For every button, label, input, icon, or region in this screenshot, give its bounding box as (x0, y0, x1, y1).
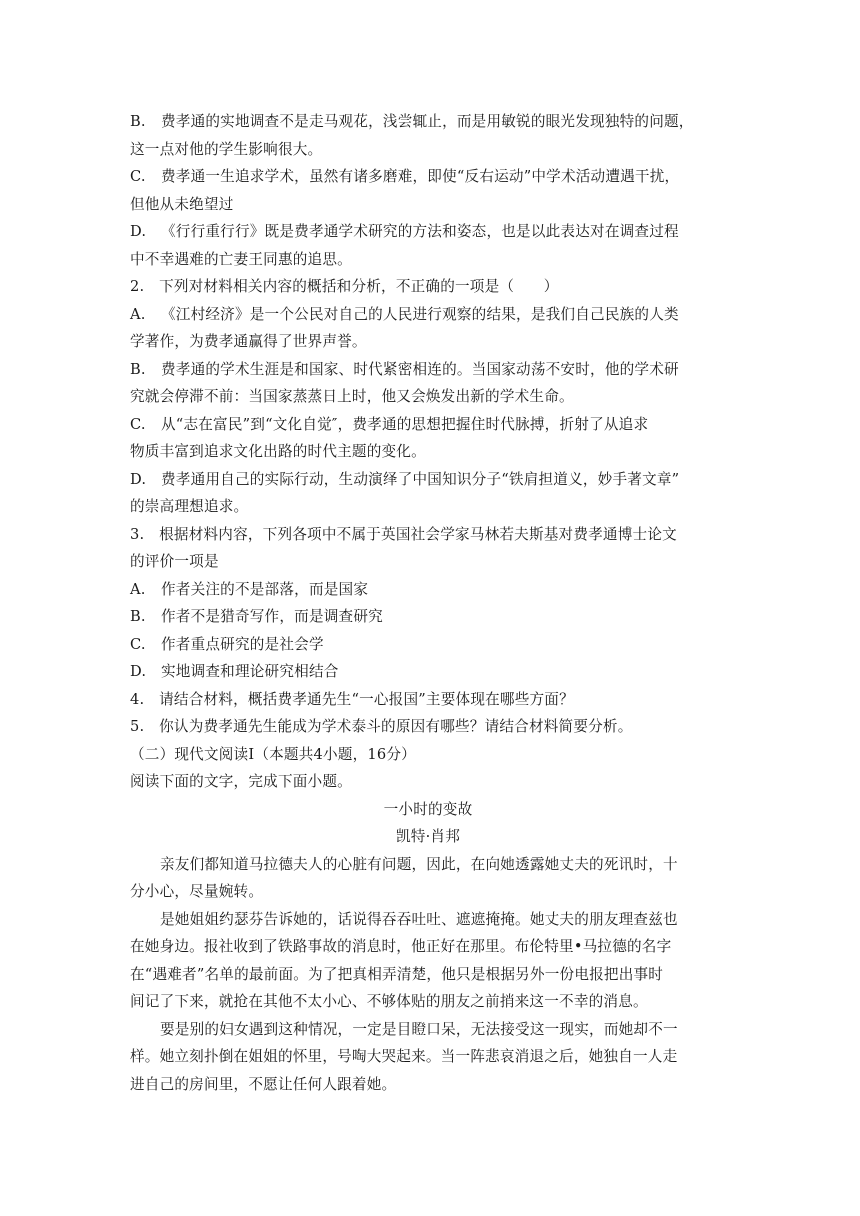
section-heading: （二）现代文阅读Ⅰ（本题共4小题，16分） (130, 745, 416, 763)
option-tag: C. (130, 635, 146, 653)
q2-option-c (130, 411, 730, 466)
paragraph-line: 样。她立刻扑倒在姐姐的怀里，号啕大哭起来。当一阵悲哀消退之后，她独自一人走 (130, 1048, 678, 1065)
option-text: 《行行重行行》既是费孝通学术研究的方法和姿态，也是以此表达对在调查过程 (161, 223, 679, 240)
option-text: 《江村经济》是一个公民对自己的人民进行观察的结果，是我们自己民族的人类 (161, 305, 679, 323)
story-paragraph (130, 851, 730, 906)
story-author: 凯特·肖邦 (395, 828, 460, 845)
option-tag: B. (130, 608, 146, 625)
paragraph-line: 在“遇难者”名单的最前面。为了把真相弄清楚，他只是根据另外一份电报把出事时 (130, 965, 664, 983)
q1-options (130, 108, 730, 273)
paragraph-line: 间记了下来，就抢在其他不太小心、不够体贴的朋友之前捎来这一不幸的消息。 (130, 993, 648, 1010)
option-tag: B. (130, 113, 146, 130)
paragraph-line: 要是别的妇女遇到这种情况，一定是目瞪口呆，无法接受这一现实，而她却不一 (160, 1020, 678, 1038)
option-text-cont: 物质丰富到追求文化出路的时代主题的变化。 (130, 443, 426, 460)
option-tag: A. (130, 305, 146, 323)
question-5: 5. 你认为费孝通先生能成为学术泰斗的原因有哪些？请结合材料简要分析。 (130, 718, 633, 735)
option-text: 作者关注的不是部落，而是国家 (161, 580, 369, 598)
question-3 (130, 521, 730, 686)
option-tag: D. (130, 223, 147, 240)
question-stem: 3. 根据材料内容，下列各项中不属于英国社会学家马林若夫斯基对费孝通博士论文 (130, 525, 677, 543)
q3-option-b (130, 603, 730, 631)
question-stem: 2. 下列对材料相关内容的概括和分析，不正确的一项是（ ） (130, 278, 559, 295)
question-2 (130, 273, 730, 521)
option-text-cont: 的崇高理想追求。 (130, 498, 249, 515)
q1-option-d (130, 218, 730, 273)
option-text: 费孝通一生追求学术，虽然有诸多磨难，即使“反右运动”中学术活动遭遇干扰， (161, 168, 680, 185)
option-text-cont: 究就会停滞不前：当国家蒸蒸日上时，他又会焕发出新的学术生命。 (130, 388, 574, 405)
option-text: 从“志在富民”到“文化自觉″，费孝通的思想把握住时代脉搏，折射了从追求 (161, 415, 649, 433)
option-text: 费孝通用自己的实际行动，生动演绎了中国知识分子“铁肩担道义，妙手著文章” (161, 470, 680, 488)
option-tag: D. (130, 663, 147, 680)
paragraph-line: 分小心，尽量婉转。 (130, 883, 264, 900)
q2-option-d (130, 466, 730, 521)
option-text: 作者不是猎奇写作，而是调查研究 (161, 608, 383, 625)
story-title: 一小时的变故 (383, 800, 473, 818)
option-tag: C. (130, 168, 146, 185)
option-text-cont: 学著作，为费孝通赢得了世界声誉。 (130, 333, 367, 350)
q3-option-a (130, 576, 730, 604)
exam-page (130, 108, 730, 1098)
option-tag: C. (130, 415, 146, 433)
q3-option-c (130, 631, 730, 659)
q1-option-c (130, 163, 730, 218)
option-text-cont: 中不幸遇难的亡妻王同惠的追思。 (130, 250, 352, 268)
question-4: 4. 请结合材料，概括费孝通先生“一心报国”主要体现在哪些方面？ (130, 690, 574, 708)
section-instruction: 阅读下面的文字，完成下面小题。 (130, 773, 352, 790)
option-text-cont: 这一点对他的学生影响很大。 (130, 140, 323, 158)
option-text: 实地调查和理论研究相结合 (161, 663, 339, 680)
option-text: 费孝通的实地调查不是走马观花，浅尝辄止，而是用敏锐的眼光发现独特的问题， (161, 113, 694, 130)
option-text: 作者重点研究的是社会学 (161, 635, 324, 653)
q2-option-a (130, 301, 730, 356)
paragraph-line: 亲友们都知道马拉德夫人的心脏有问题，因此，在向她透露她丈夫的死讯时，十 (160, 855, 678, 873)
paragraph-line: 进自己的房间里，不愿让任何人跟着她。 (130, 1075, 397, 1093)
option-text-cont: 但他从未绝望过 (130, 195, 234, 213)
option-tag: D. (130, 470, 147, 488)
question-stem-cont: 的评价一项是 (130, 553, 219, 570)
paragraph-line: 在她身边。报社收到了铁路事故的消息时，他正好在那里。布伦特里•马拉德的名字 (130, 938, 672, 955)
q2-option-b (130, 356, 730, 411)
option-tag: B. (130, 360, 146, 378)
story-paragraph (130, 906, 730, 1016)
story-paragraph (130, 1016, 730, 1099)
q3-option-d (130, 658, 730, 686)
option-tag: A. (130, 580, 146, 598)
option-text: 费孝通的学术生涯是和国家、时代紧密相连的。当国家动荡不安时，他的学术研 (161, 360, 679, 378)
q1-option-b (130, 108, 730, 163)
paragraph-line: 是她姐姐约瑟芬告诉她的，话说得吞吞吐吐、遮遮掩掩。她丈夫的朋友理查兹也 (160, 910, 678, 928)
